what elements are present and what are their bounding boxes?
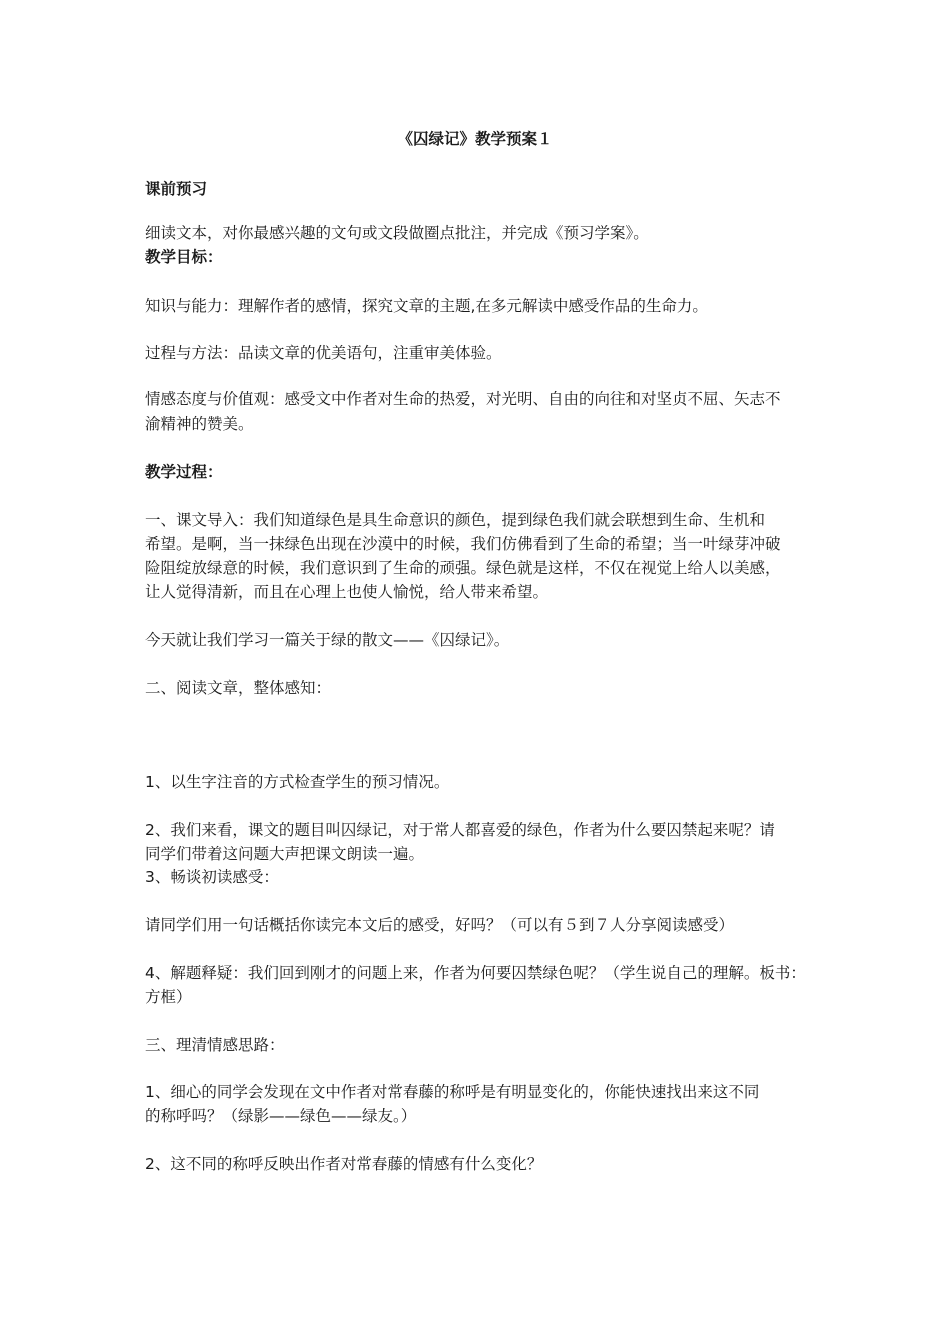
goal-process: 过程与方法：品读文章的优美语句，注重审美体验。 bbox=[145, 344, 502, 362]
intro-line3: 险阻绽放绿意的时候，我们意识到了生命的顽强。绿色就是这样，不仅在视觉上给人以美感， bbox=[145, 559, 781, 577]
goal-emotion-line1: 情感态度与价值观：感受文中作者对生命的热爱，对光明、自由的向往和对坚贞不屈、矢志不 bbox=[145, 390, 781, 408]
procedure-heading: 教学过程： bbox=[145, 463, 223, 481]
document-title: 《囚绿记》教学预案１ bbox=[397, 130, 553, 148]
intro-line4: 让人觉得清新，而且在心理上也使人愉悦，给人带来希望。 bbox=[145, 583, 549, 601]
section2-item4-line1: 4、解题释疑：我们回到刚才的问题上来，作者为何要囚禁绿色呢？（学生说自己的理解。板书： bbox=[145, 964, 806, 982]
section3-heading: 三、理清情感思路： bbox=[145, 1036, 285, 1054]
goals-heading: 教学目标： bbox=[145, 248, 223, 266]
intro-line2: 希望。是啊，当一抹绿色出现在沙漠中的时候，我们仿佛看到了生命的希望；当一叶绿芽冲破 bbox=[145, 535, 781, 553]
intro-line1: 一、课文导入：我们知道绿色是具生命意识的颜色，提到绿色我们就会联想到生命、生机和 bbox=[145, 511, 766, 529]
today-text: 今天就让我们学习一篇关于绿的散文——《囚绿记》。 bbox=[145, 631, 510, 649]
section2-item2-line2: 同学们带着这问题大声把课文朗读一遍。 bbox=[145, 845, 425, 863]
section3-item2: 2、这不同的称呼反映出作者对常春藤的情感有什么变化？ bbox=[145, 1155, 543, 1173]
section3-item1-line2: 的称呼吗？（绿影——绿色——绿友。） bbox=[145, 1107, 417, 1125]
goal-emotion-line2: 渝精神的赞美。 bbox=[145, 415, 254, 433]
goal-knowledge: 知识与能力：理解作者的感情，探究文章的主题,在多元解读中感受作品的生命力。 bbox=[145, 297, 708, 315]
preview-heading: 课前预习 bbox=[145, 180, 208, 198]
section3-item1-line1: 1、细心的同学会发现在文中作者对常春藤的称呼是有明显变化的，你能快速找出来这不同 bbox=[145, 1083, 760, 1101]
section2-item3-detail: 请同学们用一句话概括你读完本文后的感受，好吗？（可以有５到７人分享阅读感受） bbox=[145, 916, 735, 934]
section2-item3: 3、畅谈初读感受： bbox=[145, 868, 279, 886]
section2-heading: 二、阅读文章，整体感知： bbox=[145, 679, 332, 697]
section2-item1: 1、以生字注音的方式检查学生的预习情况。 bbox=[145, 773, 450, 791]
section2-item4-line2: 方框） bbox=[145, 988, 192, 1006]
preview-text: 细读文本，对你最感兴趣的文句或文段做圈点批注，并完成《预习学案》。 bbox=[145, 224, 649, 242]
section2-item2-line1: 2、我们来看，课文的题目叫囚绿记，对于常人都喜爱的绿色，作者为什么要囚禁起来呢？请 bbox=[145, 821, 775, 839]
